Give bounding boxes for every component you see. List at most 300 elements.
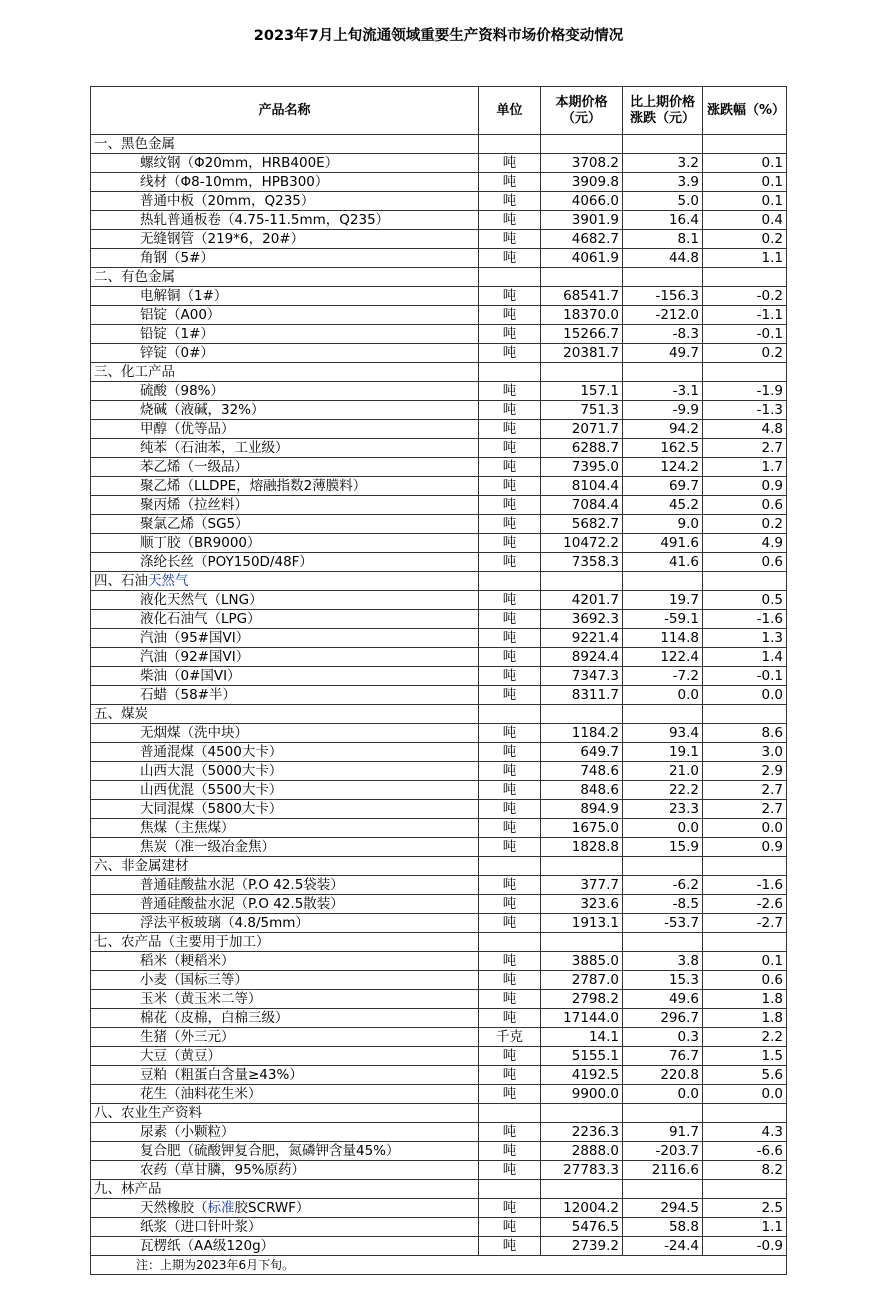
product-name-cell [91, 211, 479, 230]
unit-cell: 吨 [479, 990, 541, 1009]
table-row [91, 382, 787, 401]
change-cell: 0.3 [623, 1028, 703, 1047]
category-name [91, 135, 479, 154]
price-cell: 4201.7 [541, 591, 623, 610]
price-cell: 68541.7 [541, 287, 623, 306]
unit-cell: 吨 [479, 914, 541, 933]
empty-cell [623, 933, 703, 952]
table-row [91, 192, 787, 211]
change-cell: 9.0 [623, 515, 703, 534]
empty-cell [541, 363, 623, 382]
unit-cell: 吨 [479, 173, 541, 192]
table-row [91, 876, 787, 895]
change-cell: -212.0 [623, 306, 703, 325]
product-name-link[interactable]: 标准 [207, 1200, 235, 1216]
table-body [91, 135, 787, 1275]
unit-cell: 吨 [479, 325, 541, 344]
product-name: 烧碱（液碱，32%） [140, 402, 265, 418]
table-row [91, 477, 787, 496]
unit-cell: 吨 [479, 838, 541, 857]
product-name-cell [91, 439, 479, 458]
pct-cell: 1.8 [703, 1009, 787, 1028]
product-name: 石蜡（58#半） [140, 687, 236, 703]
change-cell: 15.9 [623, 838, 703, 857]
unit-cell: 吨 [479, 1199, 541, 1218]
pct-cell: 0.1 [703, 192, 787, 211]
price-cell: 3708.2 [541, 154, 623, 173]
table-row [91, 1199, 787, 1218]
footnote: 注：上期为2023年6月下旬。 [91, 1256, 787, 1275]
table-row [91, 990, 787, 1009]
empty-cell [623, 1180, 703, 1199]
unit-cell: 吨 [479, 610, 541, 629]
price-cell: 2787.0 [541, 971, 623, 990]
table-row [91, 1028, 787, 1047]
category-name [91, 572, 479, 591]
header-unit: 单位 [479, 87, 541, 135]
product-name [95, 1200, 309, 1216]
product-name: 汽油（92#国VI） [140, 649, 250, 665]
unit-cell: 吨 [479, 458, 541, 477]
product-name-cell [91, 591, 479, 610]
change-cell: 220.8 [623, 1066, 703, 1085]
price-cell: 7084.4 [541, 496, 623, 515]
empty-cell [623, 363, 703, 382]
change-cell: 58.8 [623, 1218, 703, 1237]
pct-cell: 3.0 [703, 743, 787, 762]
product-name: 普通中板（20mm，Q235） [140, 193, 315, 209]
category-label: 九、林产品 [94, 1181, 162, 1197]
change-cell: 0.0 [623, 819, 703, 838]
unit-cell: 吨 [479, 211, 541, 230]
empty-cell [541, 857, 623, 876]
table-row [91, 515, 787, 534]
table-row [91, 648, 787, 667]
price-cell: 8104.4 [541, 477, 623, 496]
price-cell: 10472.2 [541, 534, 623, 553]
product-name-cell [91, 1142, 479, 1161]
product-name-cell [91, 1199, 479, 1218]
product-name: 电解铜（1#） [140, 288, 228, 304]
product-name-cell [91, 629, 479, 648]
table-row [91, 1142, 787, 1161]
product-name-cell [91, 553, 479, 572]
pct-cell: 2.7 [703, 439, 787, 458]
pct-cell: 1.8 [703, 990, 787, 1009]
unit-cell: 吨 [479, 249, 541, 268]
price-cell: 20381.7 [541, 344, 623, 363]
unit-cell: 吨 [479, 401, 541, 420]
product-name: 小麦（国标三等） [140, 972, 248, 988]
price-cell: 7347.3 [541, 667, 623, 686]
price-cell: 15266.7 [541, 325, 623, 344]
product-name-cell [91, 515, 479, 534]
product-name: 聚氯乙烯（SG5） [140, 516, 249, 532]
price-cell: 9900.0 [541, 1085, 623, 1104]
change-cell: 19.1 [623, 743, 703, 762]
unit-cell: 吨 [479, 629, 541, 648]
product-name: 焦炭（准一级冶金焦） [140, 839, 275, 855]
product-name-cell [91, 1123, 479, 1142]
pct-cell: -1.3 [703, 401, 787, 420]
change-cell: 124.2 [623, 458, 703, 477]
product-name-cell [91, 173, 479, 192]
pct-cell: -0.9 [703, 1237, 787, 1256]
pct-cell: 2.7 [703, 781, 787, 800]
unit-cell: 吨 [479, 971, 541, 990]
table-row [91, 686, 787, 705]
pct-cell: 5.6 [703, 1066, 787, 1085]
unit-cell: 吨 [479, 477, 541, 496]
product-name-suffix: 胶SCRWF） [234, 1200, 310, 1216]
unit-cell: 吨 [479, 306, 541, 325]
empty-cell [541, 1104, 623, 1123]
product-name: 热轧普通板卷（4.75-11.5mm，Q235） [140, 212, 390, 228]
pct-cell: 0.0 [703, 1085, 787, 1104]
pct-cell: 1.1 [703, 249, 787, 268]
unit-cell: 吨 [479, 1161, 541, 1180]
product-name: 苯乙烯（一级品） [140, 459, 248, 475]
empty-cell [479, 705, 541, 724]
change-cell: -156.3 [623, 287, 703, 306]
product-name: 普通混煤（4500大卡） [140, 744, 283, 760]
price-cell: 5476.5 [541, 1218, 623, 1237]
table-row [91, 173, 787, 192]
category-label: 三、化工产品 [94, 364, 175, 380]
change-cell: 76.7 [623, 1047, 703, 1066]
product-name: 生猪（外三元） [140, 1029, 235, 1045]
price-cell: 1184.2 [541, 724, 623, 743]
product-name-cell [91, 287, 479, 306]
empty-cell [703, 705, 787, 724]
table-row [91, 439, 787, 458]
header-change: 比上期价格涨跌（元） [623, 87, 703, 135]
category-label: 七、农产品（主要用于加工） [94, 934, 270, 950]
table-row [91, 743, 787, 762]
product-name-cell [91, 800, 479, 819]
table-row [91, 762, 787, 781]
pct-cell: 2.5 [703, 1199, 787, 1218]
product-name: 角钢（5#） [140, 250, 214, 266]
product-name: 花生（油料花生米） [140, 1086, 262, 1102]
pct-cell: 1.7 [703, 458, 787, 477]
product-name-cell [91, 1237, 479, 1256]
price-cell: 5155.1 [541, 1047, 623, 1066]
change-cell: 2116.6 [623, 1161, 703, 1180]
product-name: 浮法平板玻璃（4.8/5mm） [140, 915, 309, 931]
product-name: 山西优混（5500大卡） [140, 782, 283, 798]
unit-cell: 吨 [479, 154, 541, 173]
product-name-cell [91, 667, 479, 686]
price-cell: 2071.7 [541, 420, 623, 439]
unit-cell: 吨 [479, 344, 541, 363]
table-row [91, 249, 787, 268]
product-name: 无缝钢管（219*6，20#） [140, 231, 305, 247]
empty-cell [703, 363, 787, 382]
change-cell: 91.7 [623, 1123, 703, 1142]
product-name: 液化天然气（LNG） [140, 592, 263, 608]
price-cell: 2739.2 [541, 1237, 623, 1256]
pct-cell: -0.2 [703, 287, 787, 306]
pct-cell: -1.9 [703, 382, 787, 401]
table-row [91, 1218, 787, 1237]
product-name-cell [91, 1047, 479, 1066]
price-cell: 377.7 [541, 876, 623, 895]
product-name: 稻米（粳稻米） [140, 953, 235, 969]
empty-cell [623, 135, 703, 154]
unit-cell: 吨 [479, 667, 541, 686]
product-name-cell [91, 819, 479, 838]
unit-cell: 吨 [479, 439, 541, 458]
empty-cell [479, 363, 541, 382]
price-cell: 7358.3 [541, 553, 623, 572]
unit-cell: 吨 [479, 800, 541, 819]
change-cell: 16.4 [623, 211, 703, 230]
product-name: 无烟煤（洗中块） [140, 725, 248, 741]
price-cell: 157.1 [541, 382, 623, 401]
unit-cell: 吨 [479, 1123, 541, 1142]
change-cell: -24.4 [623, 1237, 703, 1256]
empty-cell [541, 268, 623, 287]
unit-cell: 吨 [479, 686, 541, 705]
empty-cell [479, 268, 541, 287]
table-row [91, 971, 787, 990]
product-name: 汽油（95#国VI） [140, 630, 250, 646]
pct-cell: -1.6 [703, 876, 787, 895]
pct-cell: 2.7 [703, 800, 787, 819]
product-name: 硫酸（98%） [140, 383, 225, 399]
unit-cell: 吨 [479, 876, 541, 895]
unit-cell: 吨 [479, 895, 541, 914]
empty-cell [479, 572, 541, 591]
change-cell: 294.5 [623, 1199, 703, 1218]
product-name-cell [91, 401, 479, 420]
product-name: 液化石油气（LPG） [140, 611, 261, 627]
table-row [91, 629, 787, 648]
table-row [91, 553, 787, 572]
change-cell: -203.7 [623, 1142, 703, 1161]
unit-cell: 吨 [479, 553, 541, 572]
product-name-cell [91, 344, 479, 363]
product-name-cell [91, 382, 479, 401]
product-name: 纸浆（进口针叶浆） [140, 1219, 262, 1235]
category-name [91, 268, 479, 287]
empty-cell [479, 1180, 541, 1199]
pct-cell: -0.1 [703, 325, 787, 344]
price-cell: 323.6 [541, 895, 623, 914]
price-cell: 5682.7 [541, 515, 623, 534]
unit-cell: 吨 [479, 591, 541, 610]
change-cell: -3.1 [623, 382, 703, 401]
unit-cell: 吨 [479, 1066, 541, 1085]
product-name-cell [91, 1161, 479, 1180]
table-row [91, 952, 787, 971]
table-row [91, 1066, 787, 1085]
change-cell: 0.0 [623, 686, 703, 705]
price-cell: 4682.7 [541, 230, 623, 249]
category-name [91, 857, 479, 876]
product-name-cell [91, 534, 479, 553]
product-name-cell [91, 1028, 479, 1047]
category-row [91, 1180, 787, 1199]
pct-cell: 0.4 [703, 211, 787, 230]
table-row [91, 458, 787, 477]
product-name: 甲醇（优等品） [140, 421, 235, 437]
product-name: 玉米（黄玉米二等） [140, 991, 262, 1007]
change-cell: 93.4 [623, 724, 703, 743]
change-cell: 5.0 [623, 192, 703, 211]
table-row [91, 1123, 787, 1142]
header-product-name: 产品名称 [91, 87, 479, 135]
pct-cell: 0.9 [703, 838, 787, 857]
product-name: 尿素（小颗粒） [140, 1124, 235, 1140]
product-name-cell [91, 781, 479, 800]
table-row [91, 1047, 787, 1066]
category-row [91, 268, 787, 287]
table-row [91, 306, 787, 325]
pct-cell: 0.6 [703, 971, 787, 990]
table-row [91, 895, 787, 914]
table-row [91, 838, 787, 857]
price-cell: 1675.0 [541, 819, 623, 838]
empty-cell [623, 857, 703, 876]
price-cell: 1913.1 [541, 914, 623, 933]
price-cell: 7395.0 [541, 458, 623, 477]
product-name: 复合肥（硫酸钾复合肥，氮磷钾含量45%） [140, 1143, 400, 1159]
unit-cell: 吨 [479, 819, 541, 838]
change-cell: -6.2 [623, 876, 703, 895]
unit-cell: 吨 [479, 287, 541, 306]
empty-cell [479, 933, 541, 952]
empty-cell [479, 1104, 541, 1123]
product-name-cell [91, 154, 479, 173]
unit-cell: 吨 [479, 192, 541, 211]
empty-cell [703, 268, 787, 287]
empty-cell [623, 1104, 703, 1123]
category-link[interactable]: 天然气 [148, 573, 189, 589]
pct-cell: 0.6 [703, 496, 787, 515]
change-cell: 41.6 [623, 553, 703, 572]
product-name: 线材（Φ8-10mm，HPB300） [140, 174, 329, 190]
pct-cell: 8.6 [703, 724, 787, 743]
note-row [91, 1256, 787, 1275]
product-name-cell [91, 477, 479, 496]
price-cell: 3901.9 [541, 211, 623, 230]
product-name-cell [91, 1066, 479, 1085]
unit-cell: 吨 [479, 420, 541, 439]
product-name: 螺纹钢（Φ20mm，HRB400E） [140, 155, 339, 171]
product-name-cell [91, 249, 479, 268]
price-cell: 649.7 [541, 743, 623, 762]
header-price: 本期价格（元） [541, 87, 623, 135]
empty-cell [479, 135, 541, 154]
pct-cell: 4.3 [703, 1123, 787, 1142]
price-cell: 2888.0 [541, 1142, 623, 1161]
product-name-cell [91, 1218, 479, 1237]
empty-cell [703, 1104, 787, 1123]
pct-cell: 1.1 [703, 1218, 787, 1237]
empty-cell [703, 1180, 787, 1199]
price-cell: 748.6 [541, 762, 623, 781]
change-cell: 3.8 [623, 952, 703, 971]
pct-cell: 2.9 [703, 762, 787, 781]
category-label: 八、农业生产资料 [94, 1105, 202, 1121]
product-name-cell [91, 420, 479, 439]
change-cell: 45.2 [623, 496, 703, 515]
product-name-cell [91, 306, 479, 325]
change-cell: 22.2 [623, 781, 703, 800]
pct-cell: -2.6 [703, 895, 787, 914]
pct-cell: -2.7 [703, 914, 787, 933]
table-row [91, 230, 787, 249]
product-name-cell [91, 724, 479, 743]
empty-cell [541, 705, 623, 724]
table-row [91, 1085, 787, 1104]
unit-cell: 吨 [479, 515, 541, 534]
table-row [91, 667, 787, 686]
price-cell: 8311.7 [541, 686, 623, 705]
price-cell: 3909.8 [541, 173, 623, 192]
unit-cell: 吨 [479, 762, 541, 781]
page-title: 2023年7月上旬流通领域重要生产资料市场价格变动情况 [253, 28, 624, 44]
category-name [91, 1104, 479, 1123]
change-cell: 3.2 [623, 154, 703, 173]
price-cell: 4061.9 [541, 249, 623, 268]
product-name: 焦煤（主焦煤） [140, 820, 235, 836]
pct-cell: 0.5 [703, 591, 787, 610]
pct-cell: 0.1 [703, 154, 787, 173]
unit-cell: 吨 [479, 743, 541, 762]
table-row [91, 496, 787, 515]
pct-cell: 0.9 [703, 477, 787, 496]
change-cell: 114.8 [623, 629, 703, 648]
pct-cell: 0.1 [703, 173, 787, 192]
change-cell: -9.9 [623, 401, 703, 420]
change-cell: 162.5 [623, 439, 703, 458]
empty-cell [703, 572, 787, 591]
price-cell: 2236.3 [541, 1123, 623, 1142]
product-name: 豆粕（粗蛋白含量≥43%） [140, 1067, 303, 1083]
pct-cell: 1.4 [703, 648, 787, 667]
product-name-cell [91, 895, 479, 914]
product-name: 棉花（皮棉，白棉三级） [140, 1010, 289, 1026]
product-name: 聚丙烯（拉丝料） [140, 497, 248, 513]
product-name: 顺丁胶（BR9000） [140, 535, 261, 551]
product-name-cell [91, 1085, 479, 1104]
table-row [91, 344, 787, 363]
pct-cell: -0.1 [703, 667, 787, 686]
product-name-cell [91, 192, 479, 211]
change-cell: 8.1 [623, 230, 703, 249]
product-name-cell [91, 496, 479, 515]
price-cell: 4066.0 [541, 192, 623, 211]
empty-cell [623, 705, 703, 724]
category-label: 四、石油 [94, 573, 148, 589]
product-name-cell [91, 990, 479, 1009]
change-cell: 3.9 [623, 173, 703, 192]
pct-cell: 0.6 [703, 553, 787, 572]
empty-cell [541, 572, 623, 591]
price-cell: 2798.2 [541, 990, 623, 1009]
product-name: 农药（草甘膦，95%原药） [140, 1162, 306, 1178]
category-name [91, 1180, 479, 1199]
pct-cell: 0.2 [703, 344, 787, 363]
product-name-cell [91, 971, 479, 990]
table-row [91, 420, 787, 439]
category-row [91, 363, 787, 382]
table-row [91, 1237, 787, 1256]
change-cell: 296.7 [623, 1009, 703, 1028]
